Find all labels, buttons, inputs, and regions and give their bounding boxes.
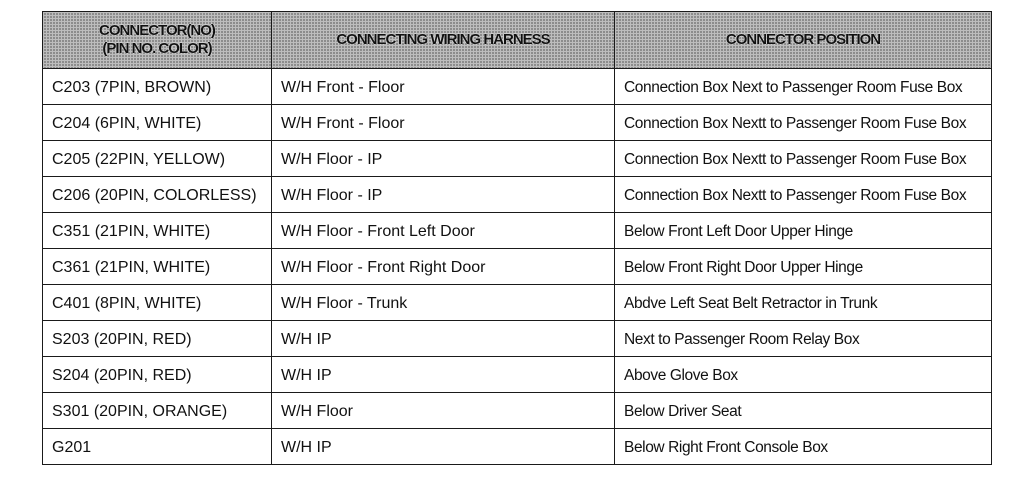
connector-cell: S203 (20PIN, RED)	[43, 321, 272, 357]
position-cell: Connection Box Next to Passenger Room Fuse Box	[615, 69, 992, 105]
header-position: CONNECTOR POSITION	[615, 12, 992, 69]
table-header-row	[43, 12, 992, 69]
position-cell: Below Front Left Door Upper Hinge	[615, 213, 992, 249]
position-cell: Connection Box Nextt to Passenger Room Fuse Box	[615, 141, 992, 177]
harness-cell: W/H Floor - Front Right Door	[272, 249, 615, 285]
connector-cell: C351 (21PIN, WHITE)	[43, 213, 272, 249]
harness-cell: W/H Floor - Front Left Door	[272, 213, 615, 249]
harness-cell: W/H Front - Floor	[272, 69, 615, 105]
table-row	[43, 105, 992, 141]
connector-cell: C361 (21PIN, WHITE)	[43, 249, 272, 285]
table-row	[43, 357, 992, 393]
connector-table	[42, 11, 992, 465]
table-row	[43, 69, 992, 105]
connector-cell: S301 (20PIN, ORANGE)	[43, 393, 272, 429]
table-row	[43, 285, 992, 321]
connector-cell: C203 (7PIN, BROWN)	[43, 69, 272, 105]
connector-cell: C204 (6PIN, WHITE)	[43, 105, 272, 141]
position-cell: Below Front Right Door Upper Hinge	[615, 249, 992, 285]
harness-cell: W/H IP	[272, 357, 615, 393]
position-cell: Next to Passenger Room Relay Box	[615, 321, 992, 357]
harness-cell: W/H IP	[272, 429, 615, 465]
table-row	[43, 393, 992, 429]
table-row	[43, 177, 992, 213]
position-cell: Below Right Front Console Box	[615, 429, 992, 465]
table-row	[43, 321, 992, 357]
connector-cell: C206 (20PIN, COLORLESS)	[43, 177, 272, 213]
header-connector	[43, 12, 272, 69]
position-cell: Connection Box Nextt to Passenger Room Fuse Box	[615, 105, 992, 141]
header-connector-line1: CONNECTOR(NO)	[99, 22, 215, 39]
table-row	[43, 429, 992, 465]
table-row	[43, 141, 992, 177]
connector-cell: C401 (8PIN, WHITE)	[43, 285, 272, 321]
connector-cell: C205 (22PIN, YELLOW)	[43, 141, 272, 177]
position-cell: Above Glove Box	[615, 357, 992, 393]
connector-cell: S204 (20PIN, RED)	[43, 357, 272, 393]
header-harness: CONNECTING WIRING HARNESS	[272, 12, 615, 69]
harness-cell: W/H IP	[272, 321, 615, 357]
harness-cell: W/H Floor - IP	[272, 177, 615, 213]
table-body	[43, 69, 992, 465]
position-cell: Connection Box Nextt to Passenger Room Fuse Box	[615, 177, 992, 213]
connector-cell: G201	[43, 429, 272, 465]
harness-cell: W/H Floor - IP	[272, 141, 615, 177]
connector-table-container	[42, 11, 992, 465]
position-cell: Abdve Left Seat Belt Retractor in Trunk	[615, 285, 992, 321]
harness-cell: W/H Floor	[272, 393, 615, 429]
table-row	[43, 249, 992, 285]
position-cell: Below Driver Seat	[615, 393, 992, 429]
harness-cell: W/H Floor - Trunk	[272, 285, 615, 321]
header-connector-line2: (PIN NO. COLOR)	[102, 40, 212, 57]
table-row	[43, 213, 992, 249]
harness-cell: W/H Front - Floor	[272, 105, 615, 141]
